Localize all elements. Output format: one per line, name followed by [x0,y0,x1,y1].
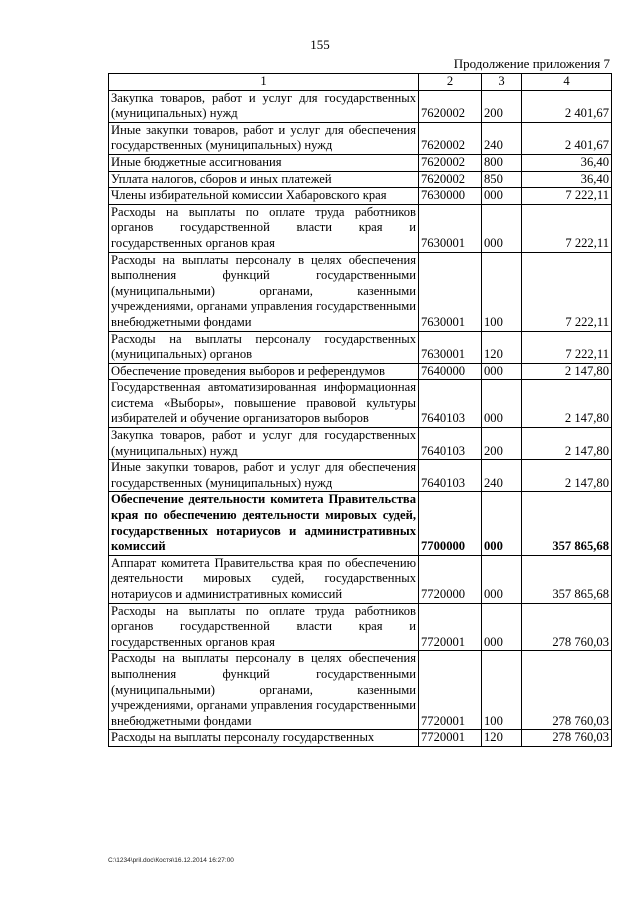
table-row [109,122,612,154]
row-code-cell: 7720001 [419,651,482,730]
row-vr-cell: 200 [482,90,522,122]
header-col-4: 4 [522,74,612,91]
page-number: 155 [310,37,330,52]
row-name-cell: Закупка товаров, работ и услуг для государственных (муниципальных) нужд [109,90,419,122]
header-col-2: 2 [419,74,482,91]
row-name-cell: Обеспечение деятельности комитета Правительства края по обеспечению деятельности мировых судей, государственных нотариусов и административных комиссий [109,492,419,555]
row-amount-cell: 278 760,03 [522,730,612,747]
row-name-cell: Расходы на выплаты персоналу государственных (муниципальных) органов [109,331,419,363]
table-row [109,730,612,747]
row-code-cell: 7640103 [419,428,482,460]
table-row [109,188,612,205]
row-vr-cell: 240 [482,460,522,492]
row-amount-cell: 2 147,80 [522,460,612,492]
row-amount-cell: 2 401,67 [522,90,612,122]
row-name-cell: Иные закупки товаров, работ и услуг для обеспечения государственных (муниципальных) нужд [109,460,419,492]
row-name-cell: Расходы на выплаты персоналу в целях обеспечения выполнения функций государственными (муниципальными) органами, казенными учреждениями, органами управления государственными внебюджетными фондами [109,252,419,331]
row-amount-cell: 2 401,67 [522,122,612,154]
table-row [109,380,612,428]
row-amount-cell: 357 865,68 [522,492,612,555]
row-amount-cell: 2 147,80 [522,380,612,428]
row-name-cell: Расходы на выплаты по оплате труда работников органов государственной власти края и государственных органов края [109,603,419,651]
table-body [109,90,612,746]
header-col-3: 3 [482,74,522,91]
table-row [109,603,612,651]
row-code-cell: 7700000 [419,492,482,555]
row-name-cell: Иные закупки товаров, работ и услуг для обеспечения государственных (муниципальных) нужд [109,122,419,154]
row-amount-cell: 2 147,80 [522,428,612,460]
row-amount-cell: 278 760,03 [522,603,612,651]
table-row [109,492,612,555]
table-row [109,204,612,252]
row-vr-cell: 200 [482,428,522,460]
row-vr-cell: 000 [482,204,522,252]
row-vr-cell: 100 [482,651,522,730]
table-row [109,363,612,380]
row-code-cell: 7620002 [419,90,482,122]
row-amount-cell: 36,40 [522,171,612,188]
row-name-cell: Расходы на выплаты персоналу в целях обеспечения выполнения функций государственными (муниципальными) органами, казенными учреждениями, органами управления государственными внебюджетными фондами [109,651,419,730]
row-code-cell: 7720001 [419,730,482,747]
row-name-cell: Иные бюджетные ассигнования [109,154,419,171]
row-code-cell: 7640000 [419,363,482,380]
row-name-cell: Государственная автоматизированная информационная система «Выборы», повышение правовой культуры избирателей и обучение организаторов выборов [109,380,419,428]
row-code-cell: 7630001 [419,331,482,363]
row-name-cell: Аппарат комитета Правительства края по обеспечению деятельности мировых судей, государственных нотариусов и административных комиссий [109,555,419,603]
table-row [109,171,612,188]
row-vr-cell: 100 [482,252,522,331]
row-code-cell: 7620002 [419,154,482,171]
continuation-label: Продолжение приложения 7 [453,56,610,71]
row-name-cell: Закупка товаров, работ и услуг для государственных (муниципальных) нужд [109,428,419,460]
row-vr-cell: 800 [482,154,522,171]
table-row [109,555,612,603]
budget-table [108,73,612,747]
row-vr-cell: 850 [482,171,522,188]
row-name-cell: Обеспечение проведения выборов и референдумов [109,363,419,380]
row-amount-cell: 7 222,11 [522,188,612,205]
row-code-cell: 7640103 [419,460,482,492]
row-vr-cell: 120 [482,331,522,363]
row-name-cell: Расходы на выплаты персоналу государственных [109,730,419,747]
table-row [109,154,612,171]
row-vr-cell: 000 [482,363,522,380]
row-vr-cell: 000 [482,380,522,428]
table-row [109,460,612,492]
header-col-1: 1 [109,74,419,91]
table-row [109,90,612,122]
row-vr-cell: 240 [482,122,522,154]
row-amount-cell: 2 147,80 [522,363,612,380]
table-row [109,331,612,363]
row-amount-cell: 7 222,11 [522,252,612,331]
row-amount-cell: 36,40 [522,154,612,171]
row-amount-cell: 7 222,11 [522,204,612,252]
table-row [109,651,612,730]
row-code-cell: 7720000 [419,555,482,603]
file-path-footer: C:\1234\pril.doc\Костя\16.12.2014 16:27:00 [108,857,234,864]
row-vr-cell: 000 [482,555,522,603]
row-code-cell: 7620002 [419,171,482,188]
row-code-cell: 7630001 [419,204,482,252]
row-name-cell: Члены избирательной комиссии Хабаровского края [109,188,419,205]
table-row [109,252,612,331]
row-vr-cell: 000 [482,492,522,555]
row-code-cell: 7720001 [419,603,482,651]
row-amount-cell: 278 760,03 [522,651,612,730]
row-amount-cell: 357 865,68 [522,555,612,603]
row-name-cell: Расходы на выплаты по оплате труда работников органов государственной власти края и государственных органов края [109,204,419,252]
row-code-cell: 7630001 [419,252,482,331]
row-amount-cell: 7 222,11 [522,331,612,363]
row-vr-cell: 120 [482,730,522,747]
row-vr-cell: 000 [482,603,522,651]
row-code-cell: 7630000 [419,188,482,205]
row-code-cell: 7640103 [419,380,482,428]
table-header-row [109,74,612,91]
table-row [109,428,612,460]
row-vr-cell: 000 [482,188,522,205]
row-name-cell: Уплата налогов, сборов и иных платежей [109,171,419,188]
row-code-cell: 7620002 [419,122,482,154]
